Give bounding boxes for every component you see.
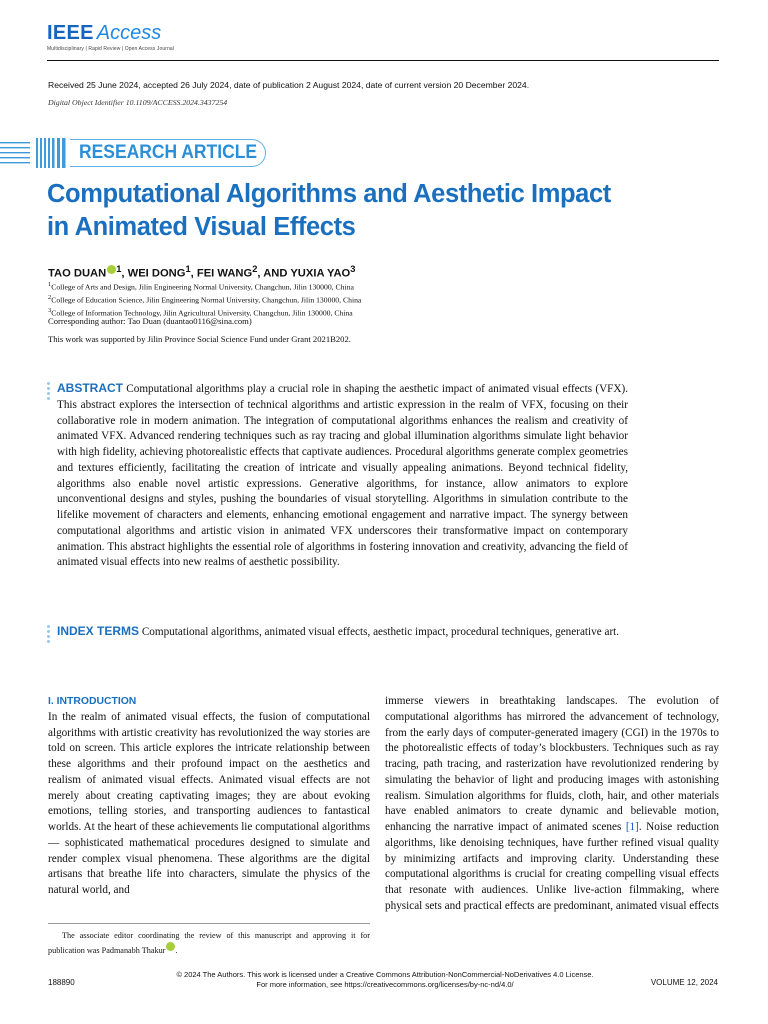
license-notice: [150, 970, 620, 990]
logo-access-text: Access: [96, 22, 162, 44]
journal-logo: [47, 22, 174, 52]
intro-paragraph-right-2: . Noise reduction algorithms, like denoising techniques, have further refined visual quality by minimizing artifacts and improving clarity. Understanding these computational algorithms is crucial for creating compelling visual effects that resonate with audiences. Unlike live-action filmmaking, where physical sets and practical effects are predominant, animated visual effects: [385, 821, 719, 912]
affiliations: [48, 280, 361, 319]
logo-tagline: Multidisciplinary | Rapid Review | Open Access Journal: [47, 46, 174, 52]
funding-note: This work was supported by Jilin Province Social Science Fund under Grant 2021B202.: [48, 334, 351, 344]
affiliation-text: College of Arts and Design, Jilin Engineering Normal University, Changchun, Jilin 130000, China: [51, 282, 354, 292]
title-line-1: Computational Algorithms and Aesthetic Impact: [47, 180, 611, 208]
affiliation-num: 2: [48, 294, 52, 302]
author-3-affil: 2: [252, 264, 258, 274]
editor-footnote: [48, 929, 370, 957]
logo-ieee-text: IEEE: [47, 22, 94, 44]
index-terms-dots-icon: [47, 625, 50, 645]
author-list: [48, 264, 355, 280]
left-column: [48, 694, 370, 899]
author-2-affil: 1: [185, 264, 191, 274]
index-terms-label: INDEX TERMS: [57, 624, 140, 638]
doi-line: Digital Object Identifier 10.1109/ACCESS.2024.3437254: [48, 98, 228, 107]
research-article-banner: [70, 139, 266, 167]
author-2: , WEI DONG: [121, 267, 186, 280]
citation-link[interactable]: [1]: [625, 821, 639, 833]
footnote-text: The associate editor coordinating the review of this manuscript and approving it for publication was Padmanabh Thakur: [48, 931, 370, 955]
section-heading-introduction: I. INTRODUCTION: [48, 696, 137, 707]
volume-label: VOLUME 12, 2024: [650, 978, 718, 987]
orcid-icon[interactable]: [107, 265, 116, 274]
author-3: , FEI WANG: [190, 267, 253, 280]
author-4: , AND YUXIA YAO: [257, 267, 351, 280]
author-1: TAO DUAN: [48, 267, 107, 280]
page-number: 188890: [48, 978, 75, 987]
corresponding-author: Corresponding author: Tao Duan (duantao0116@sina.com): [48, 316, 252, 326]
banner-label: RESEARCH ARTICLE: [79, 142, 258, 163]
license-line-2[interactable]: For more information, see https://creativecommons.org/licenses/by-nc-nd/4.0/: [256, 980, 514, 989]
affiliation-num: 3: [48, 307, 52, 315]
right-column: [385, 694, 719, 915]
abstract-dots-icon: [47, 382, 50, 402]
author-4-affil: 3: [350, 264, 356, 274]
intro-paragraph-right-1: immerse viewers in breathtaking landscapes. The evolution of computational algorithms has mirrored the advancement of technology, from the early days of computer-generated imagery (CGI) in the 1970s to the photorealistic effects of today’s blockbusters. Techniques such as ray tracing, path tracing, and rasterization have revolutionized rendering by simulating the behavior of light and producing images with astonishing realism. Simulation algorithms for fluids, cloth, hair, and other materials have enabled animators to create dynamic and believable motion, enhancing the narrative impact of animated scenes: [385, 695, 719, 833]
footnote-rule: [48, 923, 370, 924]
abstract-label: ABSTRACT: [57, 381, 123, 395]
affiliation-text: College of Information Technology, Jilin Agricultural University, Changchun, Jilin 130000, China: [51, 308, 353, 318]
author-1-affil: 1: [116, 264, 122, 274]
license-line-1: © 2024 The Authors. This work is licensed under a Creative Commons Attribution-NonCommercial-NoDerivatives 4.0 License.: [176, 970, 594, 979]
title-line-2: in Animated Visual Effects: [47, 213, 356, 241]
affiliation-item: [48, 280, 361, 293]
header-rule: [47, 60, 719, 61]
index-terms-text: Computational algorithms, animated visual effects, aesthetic impact, procedural techniques, generative art.: [141, 626, 620, 638]
received-dates: Received 25 June 2024, accepted 26 July 2024, date of publication 2 August 2024, date of current version 20 December 2024.: [48, 80, 530, 90]
affiliation-num: 1: [48, 281, 52, 288]
intro-paragraph-left: In the realm of animated visual effects, the fusion of computational algorithms with artistic creativity has revolutionized the way stories are told on screen. This article explores the intricate relationship between these algorithms and their profound impact on the aesthetics and realism of animated visual effects. Animated visual effects are not merely about creating captivating images; they are about evoking emotions, telling stories, and transporting audiences to fantastical worlds. At the heart of these achievements lie computational algorithms — sophisticated mathematical procedures designed to simulate and render complex visual phenomena. These algorithms are the digital artisans that breathe life into characters, simulate the physics of the natural world, and: [48, 710, 370, 896]
banner-stripes-icon: [0, 138, 66, 168]
index-terms-block: [57, 624, 628, 641]
abstract-text: Computational algorithms play a crucial role in shaping the aesthetic impact of animated visual effects (VFX). This abstract explores the intersection of technical algorithms and artistic expression in the realm of VFX, focusing on their collaborative role in modern animation. The integration of computational algorithms enhances the realism and creativity of animated VFX. Advanced rendering techniques such as ray tracing and global illumination algorithms simulate light behavior with high fidelity, achieving photorealistic effects that captivate audiences. Procedural algorithms generate complex geometries and textures efficiently, facilitating the creation of intricate and visually appealing animations. Beyond technical fidelity, algorithms also enable novel artistic expressions. Generative algorithms, for instance, allow animators to explore unconventional designs and styles, pushing the boundaries of visual storytelling. Algorithms in simulation contribute to the lifelike movement of characters and elements, enhancing emotional engagement and narrative impact. The synergy between computational algorithms and artistic vision in animated VFX underscores their transformative impact on contemporary animation. This abstract highlights the essential role of algorithms in fostering innovation and creativity, advancing the field of animated visual effects into new realms of aesthetic possibility.: [57, 383, 629, 569]
paper-title: [47, 178, 687, 244]
affiliation-item: [48, 293, 361, 306]
abstract-block: [57, 381, 628, 571]
affiliation-text: College of Education Science, Jilin Engineering Normal University, Changchun, Jilin 130000, China: [51, 295, 362, 305]
footnote-end: .: [175, 946, 178, 955]
